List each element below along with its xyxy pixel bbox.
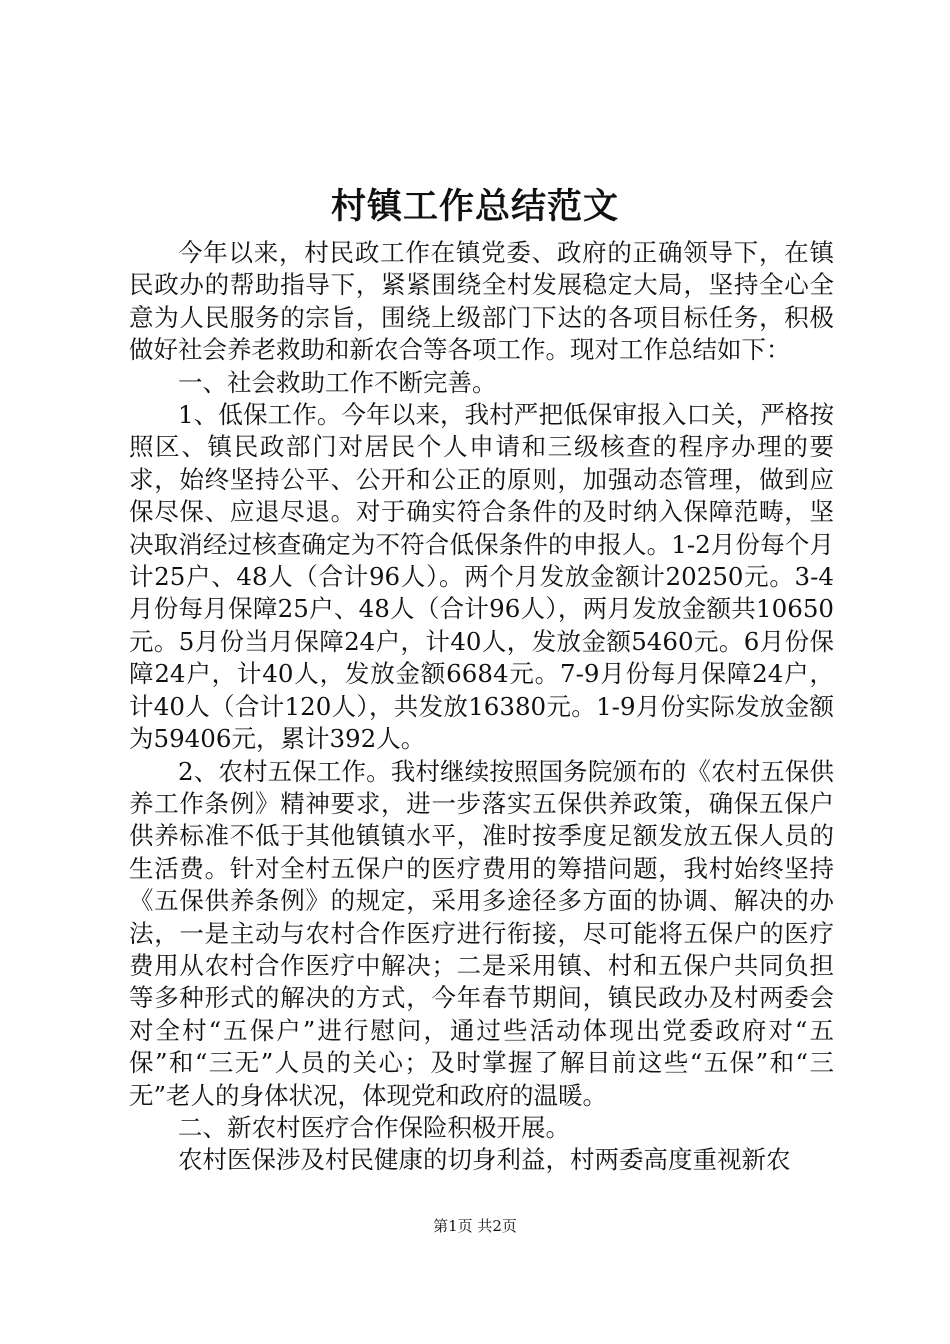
page-number-footer: 第1页 共2页 [433,1217,517,1235]
document-title: 村镇工作总结范文 [330,186,619,227]
paragraph-rural-medical-insurance: 农村医保涉及村民健康的切身利益，村两委高度重视新农 [178,1145,791,1175]
section-heading-rural-medical-insurance: 二、新农村医疗合作保险积极开展。 [178,1112,570,1142]
paragraph-minimum-living-security: 1、低保工作。今年以来，我村严把低保审报入口关，严格按照区、镇民政部门对居民个人申请和三级核查的程序办理的要求，始终坚持公平、公开和公正的原则，加强动态管理，做到应保尽保、应退尽退。对于确实符合条件的及时纳入保障范畴，坚决取消经过核查确定为不符合低保条件的申报人。1-2月份每个月计25户、48人（合计96人）。两个月发放金额计20250元。3-4月份每月保障25户、48人（合计96人），两月发放金额共10650元。5月份当月保障24户，计40人，发放金额5460元。6月份保障24户，计40人，发放金额6684元。7-9月份每月保障24户，计40人（合计120人），共发放16380元。1-9月份实际发放金额为59406元，累计392人。 [129,400,834,754]
document-body [129,237,834,1177]
paragraph-intro: 今年以来，村民政工作在镇党委、政府的正确领导下，在镇民政办的帮助指导下，紧紧围绕全村发展稳定大局，坚持全心全意为人民服务的宗旨，围绕上级部门下达的各项目标任务，积极做好社会养老救助和新农合等各项工作。现对工作总结如下： [129,238,834,365]
paragraph-five-guarantees: 2、农村五保工作。我村继续按照国务院颁布的《农村五保供养工作条例》精神要求，进一步落实五保供养政策，确保五保户供养标准不低于其他镇镇水平，准时按季度足额发放五保人员的生活费。针对全村五保户的医疗费用的筹措问题，我村始终坚持《五保供养条例》的规定，采用多途径多方面的协调、解决的办法，一是主动与农村合作医疗进行衔接，尽可能将五保户的医疗费用从农村合作医疗中解决；二是采用镇、村和五保户共同负担等多种形式的解决的方式，今年春节期间，镇民政办及村两委会对全村“五保户”进行慰问，通过些活动体现出党委政府对“五保”和“三无”人员的关心；及时掌握了解目前这些“五保”和“三无”老人的身体状况，体现党和政府的温暖。 [129,756,834,1110]
section-heading-social-assistance: 一、社会救助工作不断完善。 [178,367,497,397]
